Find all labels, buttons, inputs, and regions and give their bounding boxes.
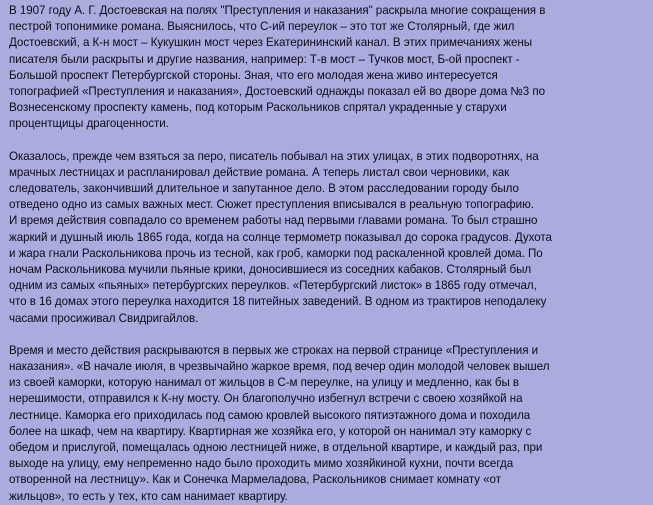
text-line: Достоевский, а К-н мост – Кукушкин мост через Екатерининский канал. В этих примечаниях жены bbox=[9, 36, 533, 50]
paragraph-2 bbox=[9, 149, 647, 327]
text-line: более на шкаф, чем на квартиру. Квартирная же хозяйка его, у которой он нанимал эту каморку с bbox=[9, 424, 532, 438]
paragraph-spacer bbox=[9, 133, 647, 149]
text-line: часами просиживал Свидригайлов. bbox=[9, 311, 199, 325]
paragraph-1 bbox=[9, 3, 647, 133]
text-line: мрачных лестницах и распланировал действие романа. А теперь листал свои черновики, как bbox=[9, 165, 510, 179]
text-line: Вознесенскому проспекту камень, под которым Раскольников спрятал украденные у старухи bbox=[9, 101, 507, 115]
text-line: В 1907 году А. Г. Достоевская на полях "Преступления и наказания" раскрыла многие сокращения в bbox=[9, 4, 546, 17]
text-line: жаркий и душный июль 1865 года, когда на солнце термометр показывал до сорока градусов. Духота bbox=[9, 230, 552, 244]
text-line: из своей каморки, которую нанимал от жильцов в С-м переулке, на улицу и медленно, как бы в bbox=[9, 376, 520, 390]
text-line: Большой проспект Петербургской стороны. Зная, что его молодая жена живо интересуется bbox=[9, 68, 498, 82]
text-line: отведено одно из самых важных мест. Сюжет преступления вписывался в реальную топографию. bbox=[9, 198, 534, 212]
text-line: нерешимости, отправился к К-ну мосту. Он благополучно избегнул встречи с своею хозяйкой на bbox=[9, 392, 523, 406]
text-line: жильцов», то есть у тех, кто сам нанимает квартиру. bbox=[9, 489, 288, 503]
text-line: писателя были раскрыты и другие названия, например: Т-в мост – Тучков мост, Б-ой проспект - bbox=[9, 52, 520, 66]
paragraph-3 bbox=[9, 343, 647, 505]
text-line: наказания». «В начале июля, в чрезвычайно жаркое время, под вечер один молодой человек вышел bbox=[9, 360, 550, 374]
text-line: следователь, закончивший длительное и запутанное дело. В этом расследовании городу было bbox=[9, 182, 519, 196]
text-line: Время и место действия раскрываются в первых же строках на первой странице «Преступления и bbox=[9, 343, 539, 357]
text-line: выходе на улицу, ему непременно надо было проходить мимо хозяйкиной кухни, почти всегда bbox=[9, 457, 514, 471]
paragraph-spacer bbox=[9, 327, 647, 343]
text-line: пестрой топонимике романа. Выяснилось, что С-ий переулок – это тот же Столярный, где жил bbox=[9, 20, 515, 34]
text-line: процентщицы драгоценности. bbox=[9, 117, 169, 131]
text-line: ночам Раскольникова мучили пьяные крики, доносившиеся из соседних кабаков. Столярный был bbox=[9, 263, 532, 277]
text-line: что в 16 домах этого переулка находится 18 питейных заведений. В одном из трактиров неподалеку bbox=[9, 295, 547, 309]
text-line: отворенной на лестницу». Как и Сонечка Мармеладова, Раскольников снимает комнату «от bbox=[9, 473, 501, 487]
text-line: лестнице. Каморка его приходилась под самою кровлей высокого пятиэтажного дома и походила bbox=[9, 408, 531, 422]
text-line: Оказалось, прежде чем взяться за перо, писатель побывал на этих улицах, в этих подворотнях, на bbox=[9, 149, 539, 163]
text-line: топографией «Преступления и наказания», Достоевский однажды показал ей во дворе дома №3 по bbox=[9, 85, 545, 99]
text-line: обедом и прислугой, помещалась одною лестницей ниже, в отдельной квартире, и каждый раз, при bbox=[9, 441, 543, 455]
text-line: И время действия совпадало со временем работы над первыми главами романа. То был страшно bbox=[9, 214, 538, 228]
text-line: одним из самых «пьяных» петербургских переулков. «Петербургский листок» в 1865 году отмечал, bbox=[9, 279, 537, 293]
text-line: и жара гнали Раскольникова прочь из тесной, как гроб, каморки под раскаленной кровлей дома. По bbox=[9, 246, 543, 260]
